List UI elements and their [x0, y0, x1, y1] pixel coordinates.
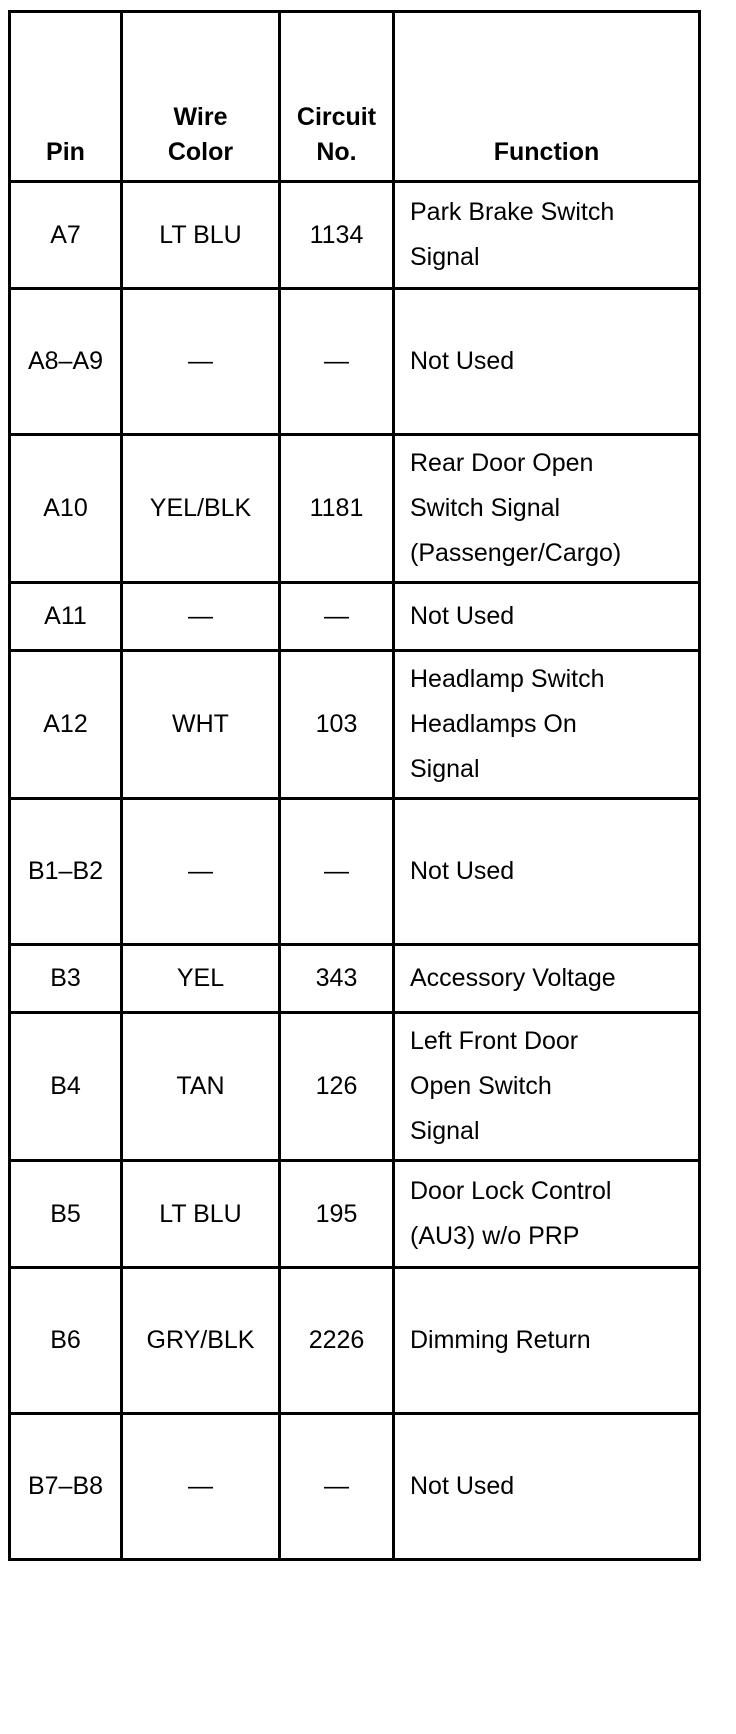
pin-cell: B4: [10, 1013, 122, 1161]
function-cell: Headlamp Switch Headlamps On Signal: [394, 651, 700, 799]
pin-cell: B5: [10, 1161, 122, 1268]
table-row: [10, 799, 700, 945]
header-circuit-no: Circuit No.: [280, 12, 394, 182]
circuit-cell: 1181: [280, 435, 394, 583]
table-row: [10, 1161, 700, 1268]
circuit-cell: —: [280, 799, 394, 945]
pin-cell: A12: [10, 651, 122, 799]
function-cell: Dimming Return: [394, 1268, 700, 1414]
function-cell: Rear Door Open Switch Signal (Passenger/Cargo): [394, 435, 700, 583]
pin-cell: A11: [10, 583, 122, 651]
circuit-cell: 343: [280, 945, 394, 1013]
function-cell: Park Brake Switch Signal: [394, 182, 700, 289]
header-row: [10, 12, 700, 182]
circuit-cell: —: [280, 289, 394, 435]
wire-color-cell: —: [122, 1414, 280, 1560]
function-cell: Door Lock Control (AU3) w/o PRP: [394, 1161, 700, 1268]
wire-color-cell: YEL: [122, 945, 280, 1013]
circuit-cell: 1134: [280, 182, 394, 289]
wire-color-cell: —: [122, 583, 280, 651]
table-row: [10, 1013, 700, 1161]
wire-color-cell: —: [122, 799, 280, 945]
wire-color-cell: WHT: [122, 651, 280, 799]
circuit-cell: —: [280, 1414, 394, 1560]
table-row: [10, 1268, 700, 1414]
pin-cell: B1–B2: [10, 799, 122, 945]
wire-color-cell: —: [122, 289, 280, 435]
table-row: [10, 1414, 700, 1560]
pin-cell: A10: [10, 435, 122, 583]
function-cell: Not Used: [394, 1414, 700, 1560]
circuit-cell: 195: [280, 1161, 394, 1268]
connector-pinout-table: [8, 10, 701, 1561]
wire-color-cell: LT BLU: [122, 182, 280, 289]
pin-cell: A8–A9: [10, 289, 122, 435]
table-row: [10, 435, 700, 583]
table-row: [10, 182, 700, 289]
wire-color-cell: GRY/BLK: [122, 1268, 280, 1414]
circuit-cell: 126: [280, 1013, 394, 1161]
wire-color-cell: LT BLU: [122, 1161, 280, 1268]
pin-cell: B7–B8: [10, 1414, 122, 1560]
pin-cell: B3: [10, 945, 122, 1013]
wire-color-cell: YEL/BLK: [122, 435, 280, 583]
function-cell: Left Front Door Open Switch Signal: [394, 1013, 700, 1161]
circuit-cell: —: [280, 583, 394, 651]
function-cell: Not Used: [394, 583, 700, 651]
table-row: [10, 289, 700, 435]
circuit-cell: 103: [280, 651, 394, 799]
header-wire-color: Wire Color: [122, 12, 280, 182]
function-cell: Not Used: [394, 289, 700, 435]
table-row: [10, 651, 700, 799]
function-cell: Not Used: [394, 799, 700, 945]
pin-cell: A7: [10, 182, 122, 289]
header-pin: Pin: [10, 12, 122, 182]
wire-color-cell: TAN: [122, 1013, 280, 1161]
header-function: Function: [394, 12, 700, 182]
table-row: [10, 945, 700, 1013]
circuit-cell: 2226: [280, 1268, 394, 1414]
function-cell: Accessory Voltage: [394, 945, 700, 1013]
pin-cell: B6: [10, 1268, 122, 1414]
table-row: [10, 583, 700, 651]
